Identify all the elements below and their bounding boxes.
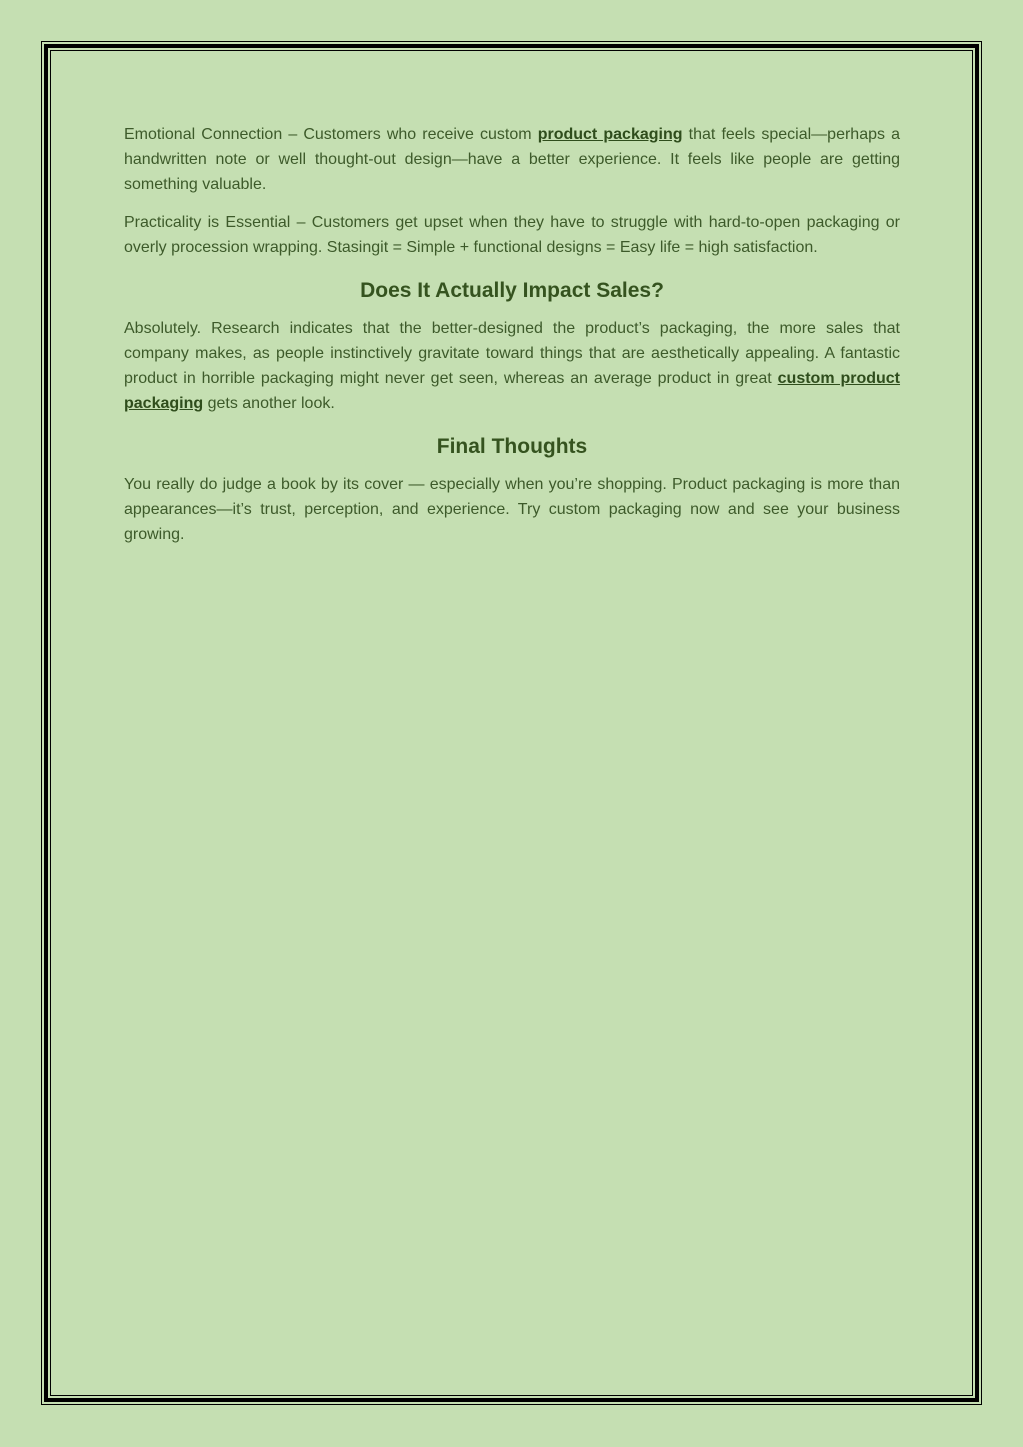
- paragraph-emotional-connection: [124, 122, 900, 197]
- paragraph-absolutely: [124, 316, 900, 416]
- paragraph-text: Absolutely. Research indicates that the better-designed the product’s packaging, the more sales that company makes, as people instinctively gravitate toward things that are aesthetically appealing. A fantastic product in horrible packaging might never get seen, whereas an average product in great: [124, 320, 900, 387]
- paragraph-final-thoughts: You really do judge a book by its cover — especially when you’re shopping. Product packaging is more than appearances—it’s trust, perception, and experience. Try custom packaging now and see your business growing.: [124, 476, 900, 543]
- paragraph-text: gets another look.: [203, 395, 335, 412]
- paragraph-text: that feels special—perhaps a handwritten note or well thought-out design—have a better experience. It feels like people are getting something valuable.: [124, 126, 901, 193]
- paragraph-practicality: Practicality is Essential – Customers get upset when they have to struggle with hard-to-open packaging or overly procession wrapping. Stasingit = Simple + functional designs = Easy life = high satisfaction.: [124, 214, 900, 256]
- heading-final-thoughts: Final Thoughts: [436, 435, 588, 458]
- paragraph-text: Emotional Connection – Customers who receive custom: [124, 126, 538, 143]
- document-body: [124, 122, 900, 560]
- custom-product-packaging-link[interactable]: custom product packaging: [124, 370, 901, 412]
- product-packaging-link[interactable]: product packaging: [537, 126, 683, 143]
- heading-impact-sales: Does It Actually Impact Sales?: [360, 279, 664, 302]
